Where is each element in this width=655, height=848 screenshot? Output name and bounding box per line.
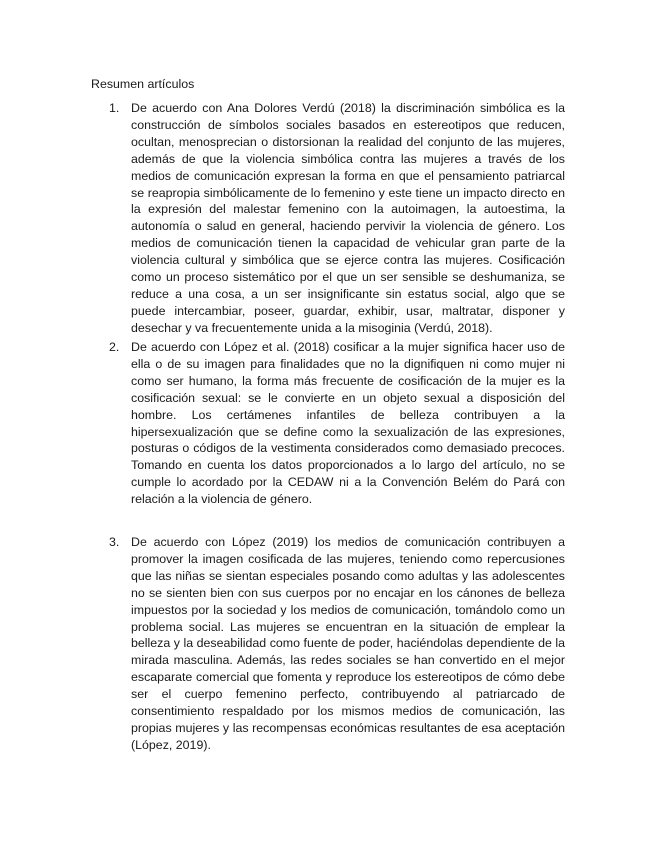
list-item bbox=[109, 534, 565, 754]
document-heading: Resumen artículos bbox=[91, 77, 195, 91]
list-item-text: De acuerdo con López et al. (2018) cosificar a la mujer significa hacer uso de ella o de su imagen para finalidades que no la dignifiquen ni como mujer ni como ser humano, la forma más frecuente de cosificación de la mujer es la cosificación sexual: se le convierte en un objeto sexual a disposición del hombre. Los certámenes infantiles de belleza contribuyen a la hipersexualización que se define como la sexualización de las expresiones, posturas o códigos de la vestimenta considerados como demasiado precoces. Tomando en cuenta los datos proporcionados a lo largo del artículo, no se cumple lo acordado por la CEDAW ni a la Convención Belém do Pará con relación a la violencia de género. bbox=[131, 340, 565, 507]
list-item bbox=[109, 339, 565, 508]
list-item-text: De acuerdo con López (2019) los medios de comunicación contribuyen a promover la imagen cosificada de las mujeres, teniendo como repercusiones que las niñas se sientan especiales posando como adultas y las adolescentes no se sienten bien con sus cuerpos por no encajar en los cánones de belleza impuestos por la sociedad y los medios de comunicación, tomándolo como un problema social. Las mujeres se encuentran en la situación de emplear la belleza y la deseabilidad como fuente de poder, haciéndolas dependiente de la mirada masculina. Además, las redes sociales se han convertido en el mejor escaparate comercial que fomenta y reproduce los estereotipos de cómo debe ser el cuerpo femenino perfecto, contribuyendo al patriarcado de consentimiento respaldado por los mismos medios de comunicación, las propias mujeres y las recompensas económicas resultantes de esa aceptación (López, 2019). bbox=[131, 535, 565, 752]
list-item-number: 3. bbox=[109, 535, 120, 549]
list-item-number: 1. bbox=[109, 101, 120, 115]
list-item bbox=[109, 100, 565, 337]
list-item-text: De acuerdo con Ana Dolores Verdú (2018) la discriminación simbólica es la construcción de símbolos sociales basados en estereotipos que reducen, ocultan, menosprecian o distorsionan la realidad del conjunto de las mujeres, además de que la violencia simbólica contra las mujeres a través de los medios de comunicación expresan la forma en que el pensamiento patriarcal se reapropia simbólicamente de lo femenino y este tiene un impacto directo en la expresión del malestar femenino con la autoimagen, la autoestima, la autonomía o salud en general, haciendo pervivir la violencia de género. Los medios de comunicación tienen la capacidad de vehicular gran parte de la violencia cultural y simbólica que se ejerce contra las mujeres. Cosificación como un proceso sistemático por el que un ser sensible se deshumaniza, se reduce a una cosa, a un ser insignificante sin estatus social, algo que se puede intercambiar, poseer, guardar, exhibir, usar, maltratar, disponer y desechar y va frecuentemente unida a la misoginia (Verdú, 2018). bbox=[131, 101, 565, 335]
list-item-number: 2. bbox=[109, 340, 120, 354]
